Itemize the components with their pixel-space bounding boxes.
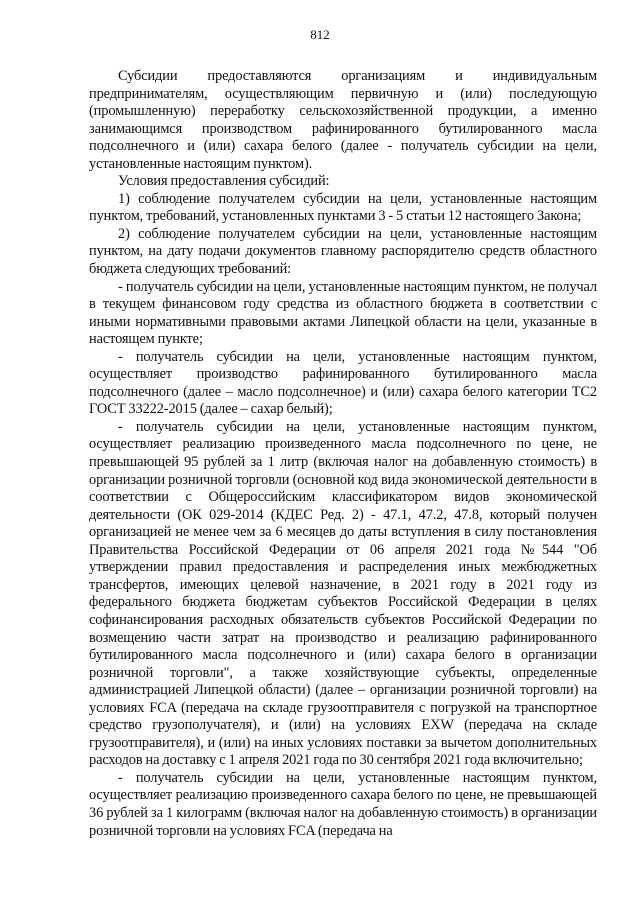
page-number: 812 [310, 27, 330, 42]
paragraph-condition-2: 2) соблюдение получателем субсидии на цели, установленные настоящим пунктом, на дату подачи документов главному распорядителю средств областного бюджета следующих требований: [89, 225, 597, 278]
document-body [89, 68, 597, 840]
paragraph-requirement-sugar-price: - получатель субсидии на цели, установленные настоящим пунктом, осуществляет реализацию произведенного сахара белого по цене, не превышающей 36 рублей за 1 килограмм (включая налог на добавленную стоимость) в организации розничной торговли на условиях FCA (передача на [89, 769, 597, 839]
paragraph-requirement-production: - получатель субсидии на цели, установленные настоящим пунктом, осуществляет производство рафинированного бутилированного масла подсолнечного (далее – масло подсолнечное) и (или) сахара белого категории ТС2 ГОСТ 33222-2015 (далее – сахар белый); [89, 348, 597, 418]
paragraph-requirement-oil-price: - получатель субсидии на цели, установленные настоящим пунктом, осуществляет реализацию произведенного масла подсолнечного по цене, не превышающей 95 рублей за 1 литр (включая налог на добавленную стоимость) в организации розничной торговли (основной код вида экономической деятельности в соответствии с Общероссийским классификатором видов экономической деятельности (ОК 029-2014 (КДЕС Ред. 2) - 47.1, 47.2, 47.8, который получен организацией не менее чем за 6 месяцев до даты вступления в силу постановления Правительства Российской Федерации от 06 апреля 2021 года №544 "Об утверждении правил предоставления и распределения иных межбюджетных трансфертов, имеющих целевой назначение, в 2021 году в 2021 году из федерального бюджета бюджетам субъектов Российской Федерации в целях софинансирования расходных обязательств субъектов Российской Федерации по возмещению части затрат на производство и реализацию рафинированного бутилированного масла подсолнечного и (или) сахара белого в организации розничной торговли", а также хозяйствующие субъекты, определенные администрацией Липецкой области) (далее – организации розничной торговли) на условиях FCA (передача на складе грузоотправителя с погрузкой на транспортное средство грузополучателя), и (или) на условиях EXW (передача на складе грузоотправителя), и (или) на иных условиях поставки за вычетом дополнительных расходов на доставку с 1 апреля 2021 года по 30 сентября 2021 года включительно; [89, 418, 597, 769]
paragraph-subsidy-recipients: Субсидии предоставляются организациям и индивидуальным предпринимателям, осуществляющим первичную и (или) последующую (промышленную) переработку сельскохозяйственной продукции, а именно занимающимся производством рафинированного бутилированного масла подсолнечного и (или) сахара белого (далее - получатель субсидии на цели, установленные настоящим пунктом). [89, 68, 597, 172]
paragraph-condition-1: 1) соблюдение получателем субсидии на цели, установленные настоящим пунктом, требований, установленных пунктами 3 - 5 статьи 12 настоящего Закона; [89, 190, 597, 225]
paragraph-conditions-heading: Условия предоставления субсидий: [118, 173, 330, 190]
paragraph-requirement-no-funds: - получатель субсидии на цели, установленные настоящим пунктом, не получал в текущем финансовом году средства из областного бюджета в соответствии с иными нормативными правовыми актами Липецкой области на цели, указанные в настоящем пункте; [89, 278, 597, 348]
